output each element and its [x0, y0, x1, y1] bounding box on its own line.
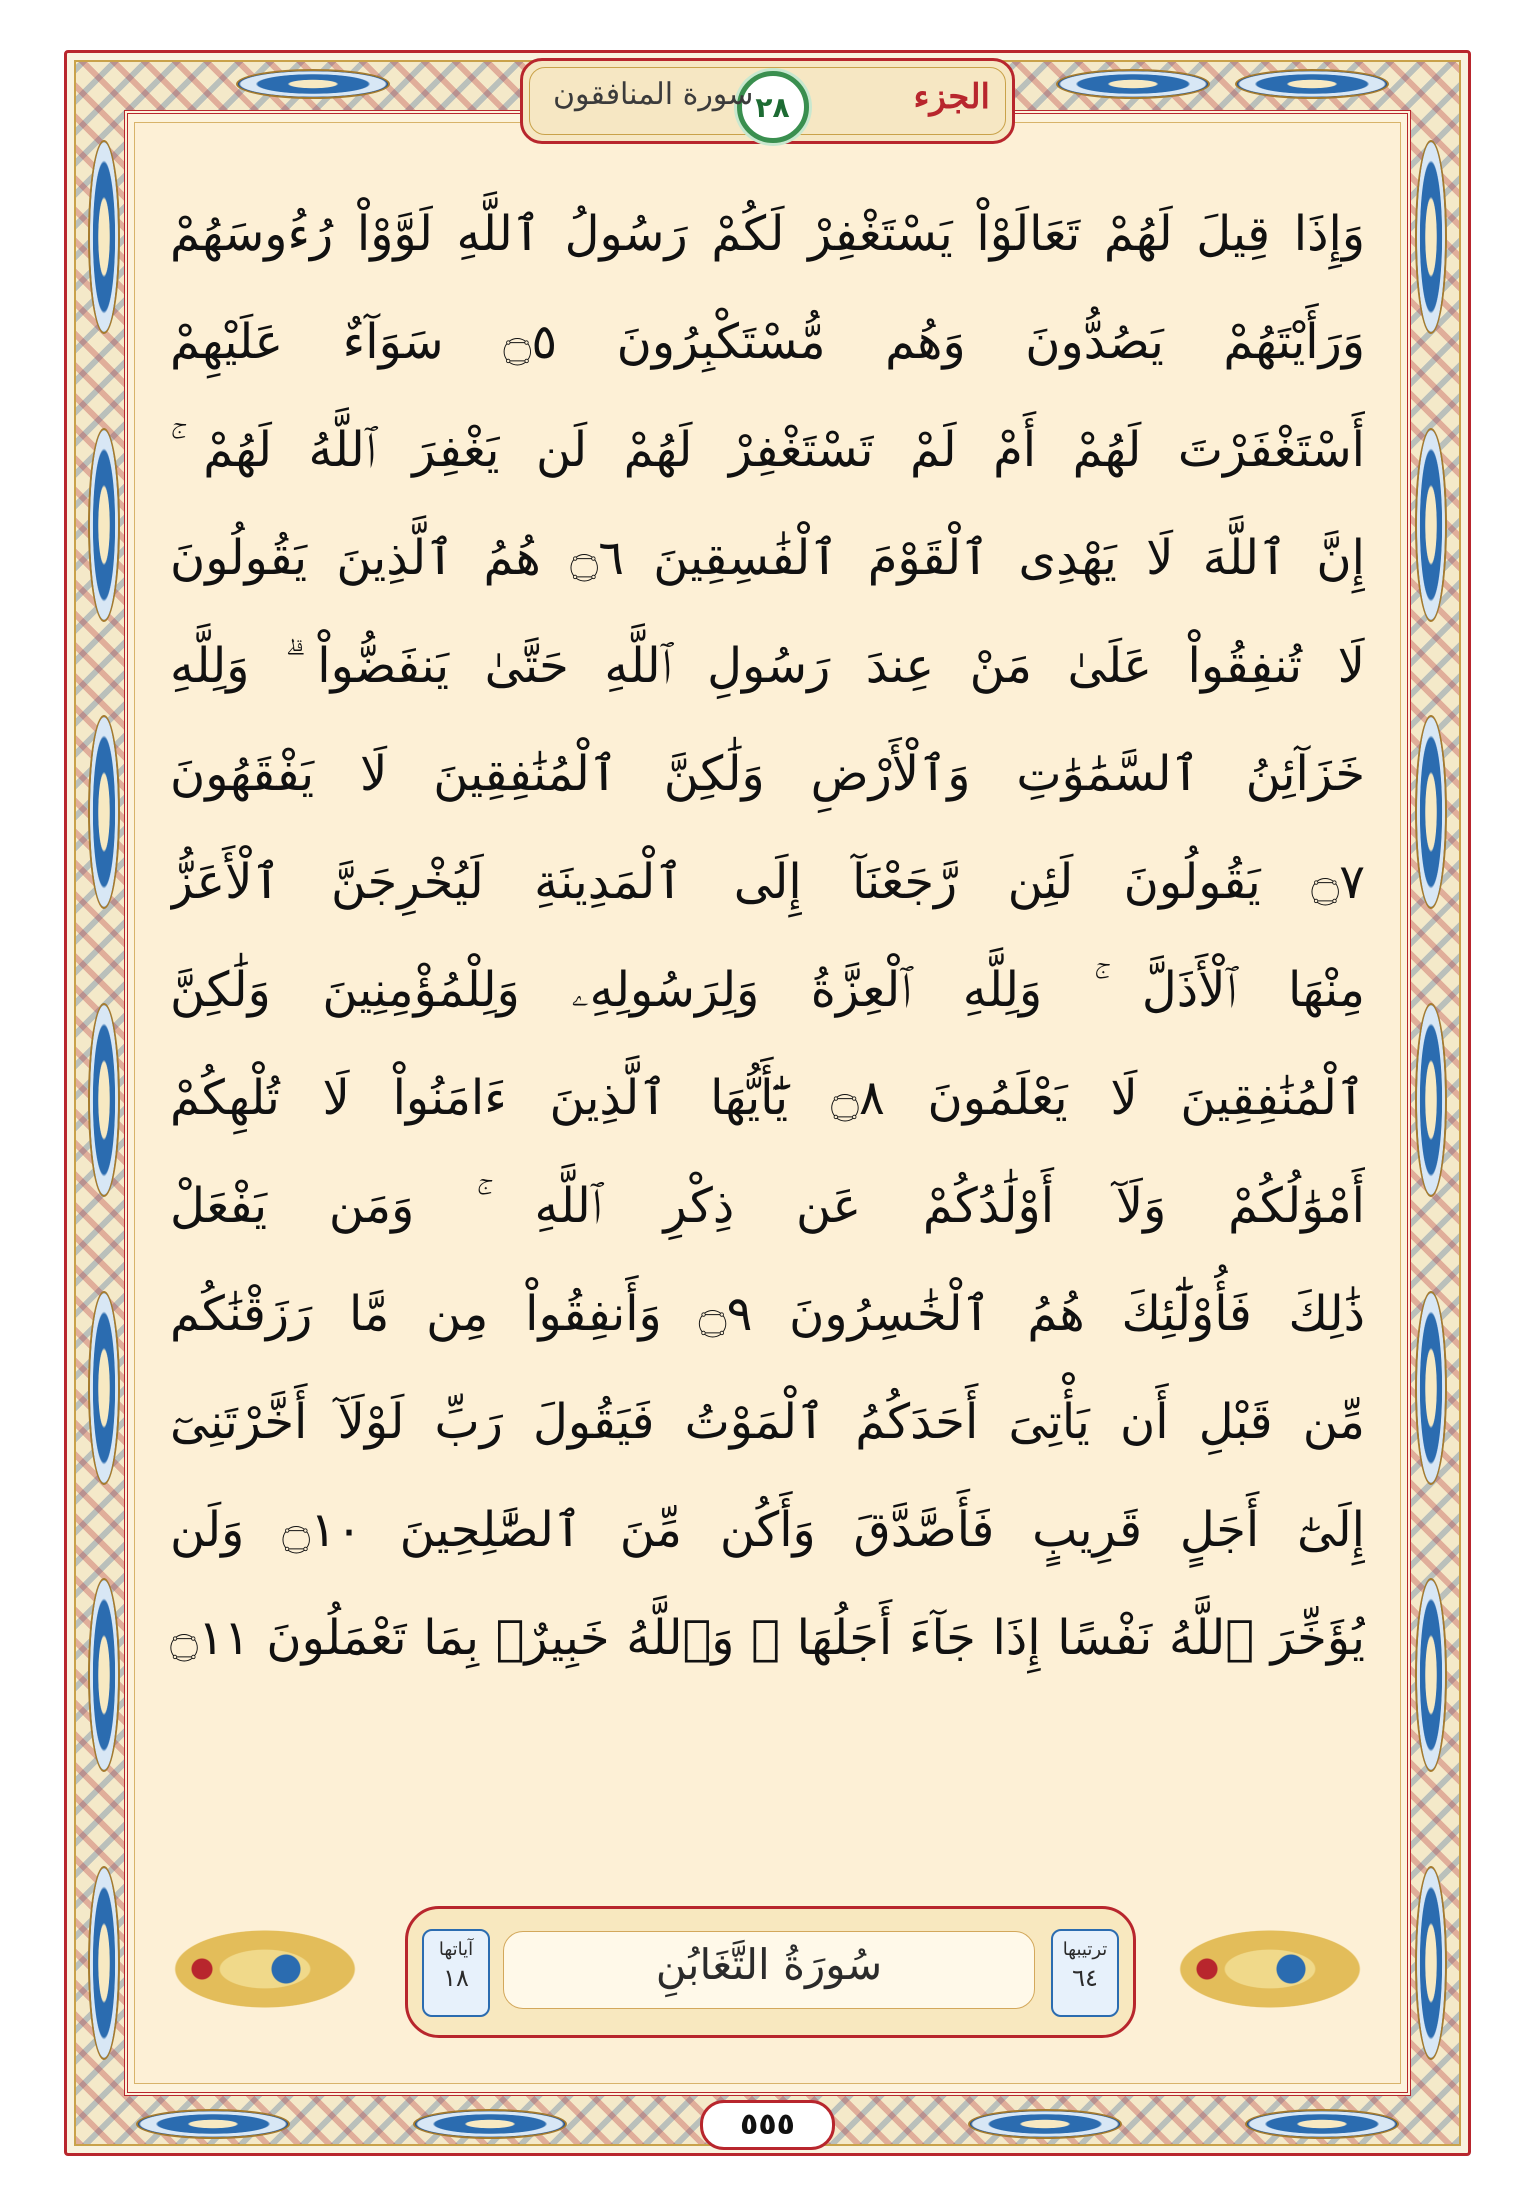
medallion-ornament	[1415, 1578, 1447, 1772]
ayah-count-value: ١٨	[443, 1964, 469, 1992]
top-ornament-row-right	[1056, 64, 1389, 104]
verse-line: وَإِذَا قِيلَ لَهُمْ تَعَالَوْاْ يَسْتَغْفِرْ لَكُمْ رَسُولُ ٱللَّهِ لَوَّوْاْ رُءُوسَهُمْ	[170, 206, 1365, 262]
surah-title-core	[503, 1931, 1035, 2009]
page-number: ٥٥٥	[700, 2100, 835, 2150]
verse-line: خَزَآئِنُ ٱلسَّمَٰوَٰتِ وَٱلْأَرْضِ وَلَٰكِنَّ ٱلْمُنَٰفِقِينَ لَا يَفْقَهُونَ	[170, 746, 1365, 802]
surah-order-box	[1051, 1929, 1119, 2017]
verse-line: أَمْوَٰلُكُمْ وَلَآ أَوْلَٰدُكُمْ عَن ذِكْرِ ٱللَّهِ ۚ وَمَن يَفْعَلْ	[170, 1178, 1365, 1234]
ayah-count-label: آياتها	[438, 1939, 474, 1960]
ayah-count-box	[422, 1929, 490, 2017]
medallion-ornament	[1415, 1291, 1447, 1485]
verse-line: إِلَىٰٓ أَجَلٍ قَرِيبٍ فَأَصَّدَّقَ وَأَكُن مِّنَ ٱلصَّٰلِحِينَ ۝١٠ وَلَن	[170, 1502, 1365, 1558]
surah-title-frame	[405, 1906, 1136, 2038]
medallion-ornament	[413, 2109, 567, 2139]
verse-line: إِنَّ ٱللَّهَ لَا يَهْدِى ٱلْقَوْمَ ٱلْفَٰسِقِينَ ۝٦ هُمُ ٱلَّذِينَ يَقُولُونَ	[170, 530, 1365, 586]
surah-order-label: ترتيبها	[1062, 1939, 1108, 1960]
medallion-ornament	[1056, 69, 1210, 99]
medallion-ornament	[1415, 715, 1447, 909]
medallion-ornament	[1235, 69, 1389, 99]
surah-name-header: سورة المنافقون	[553, 77, 754, 112]
medallion-ornament	[136, 2109, 290, 2139]
medallion-ornament	[88, 140, 120, 334]
verse-line: ۝٧ يَقُولُونَ لَئِن رَّجَعْنَآ إِلَى ٱلْمَدِينَةِ لَيُخْرِجَنَّ ٱلْأَعَزُّ	[170, 854, 1365, 910]
medallion-ornament	[1245, 2109, 1399, 2139]
verse-line: ٱلْمُنَٰفِقِينَ لَا يَعْلَمُونَ ۝٨ يَٰٓأَيُّهَا ٱلَّذِينَ ءَامَنُواْ لَا تُلْهِكُمْ	[170, 1070, 1365, 1126]
surah-order-value: ٦٤	[1072, 1964, 1098, 1992]
left-ornament-column	[84, 140, 124, 2060]
verse-line: وَرَأَيْتَهُمْ يَصُدُّونَ وَهُم مُّسْتَكْبِرُونَ ۝٥ سَوَآءٌ عَلَيْهِمْ	[170, 314, 1365, 370]
juz-label: الجزء	[913, 77, 990, 117]
medallion-ornament	[236, 69, 390, 99]
verse-line: لَا تُنفِقُواْ عَلَىٰ مَنْ عِندَ رَسُولِ ٱللَّهِ حَتَّىٰ يَنفَضُّواْ ۗ وَلِلَّهِ	[170, 638, 1365, 694]
medallion-ornament	[968, 2109, 1122, 2139]
page-header	[520, 58, 1015, 144]
juz-number-badge: ٢٨	[737, 71, 809, 143]
verse-line: مِنْهَا ٱلْأَذَلَّ ۚ وَلِلَّهِ ٱلْعِزَّةُ وَلِرَسُولِهِۦ وَلِلْمُؤْمِنِينَ وَلَٰكِنَّ	[170, 962, 1365, 1018]
medallion-ornament	[88, 1291, 120, 1485]
medallion-ornament	[88, 715, 120, 909]
medallion-ornament	[88, 1866, 120, 2060]
surah-title: سُورَةُ التَّغَابُنِ	[655, 1940, 883, 1989]
arabesque-ornament	[1165, 1924, 1375, 2014]
next-surah-banner	[140, 1906, 1395, 2032]
right-ornament-column	[1411, 140, 1451, 2060]
medallion-ornament	[1415, 140, 1447, 334]
medallion-ornament	[1415, 1866, 1447, 2060]
medallion-ornament	[88, 1003, 120, 1197]
verse-line: ذَٰلِكَ فَأُوْلَٰٓئِكَ هُمُ ٱلْخَٰسِرُونَ ۝٩ وَأَنفِقُواْ مِن مَّا رَزَقْنَٰكُم	[170, 1286, 1365, 1342]
verse-text-block	[170, 180, 1365, 1700]
medallion-ornament	[88, 1578, 120, 1772]
medallion-ornament	[1415, 428, 1447, 622]
medallion-ornament	[88, 428, 120, 622]
verse-line: يُؤَخِّرَ ٱللَّهُ نَفْسًا إِذَا جَآءَ أَجَلُهَا ۚ وَٱللَّهُ خَبِيرٌۢ بِمَا تَعْمَلُونَ ۝١١	[170, 1610, 1365, 1666]
medallion-ornament	[1415, 1003, 1447, 1197]
arabesque-ornament	[160, 1924, 370, 2014]
verse-line: مِّن قَبْلِ أَن يَأْتِىَ أَحَدَكُمُ ٱلْمَوْتُ فَيَقُولَ رَبِّ لَوْلَآ أَخَّرْتَنِىٓ	[170, 1394, 1365, 1450]
verse-line: أَسْتَغْفَرْتَ لَهُمْ أَمْ لَمْ تَسْتَغْفِرْ لَهُمْ لَن يَغْفِرَ ٱللَّهُ لَهُمْ ۚ	[170, 422, 1365, 478]
